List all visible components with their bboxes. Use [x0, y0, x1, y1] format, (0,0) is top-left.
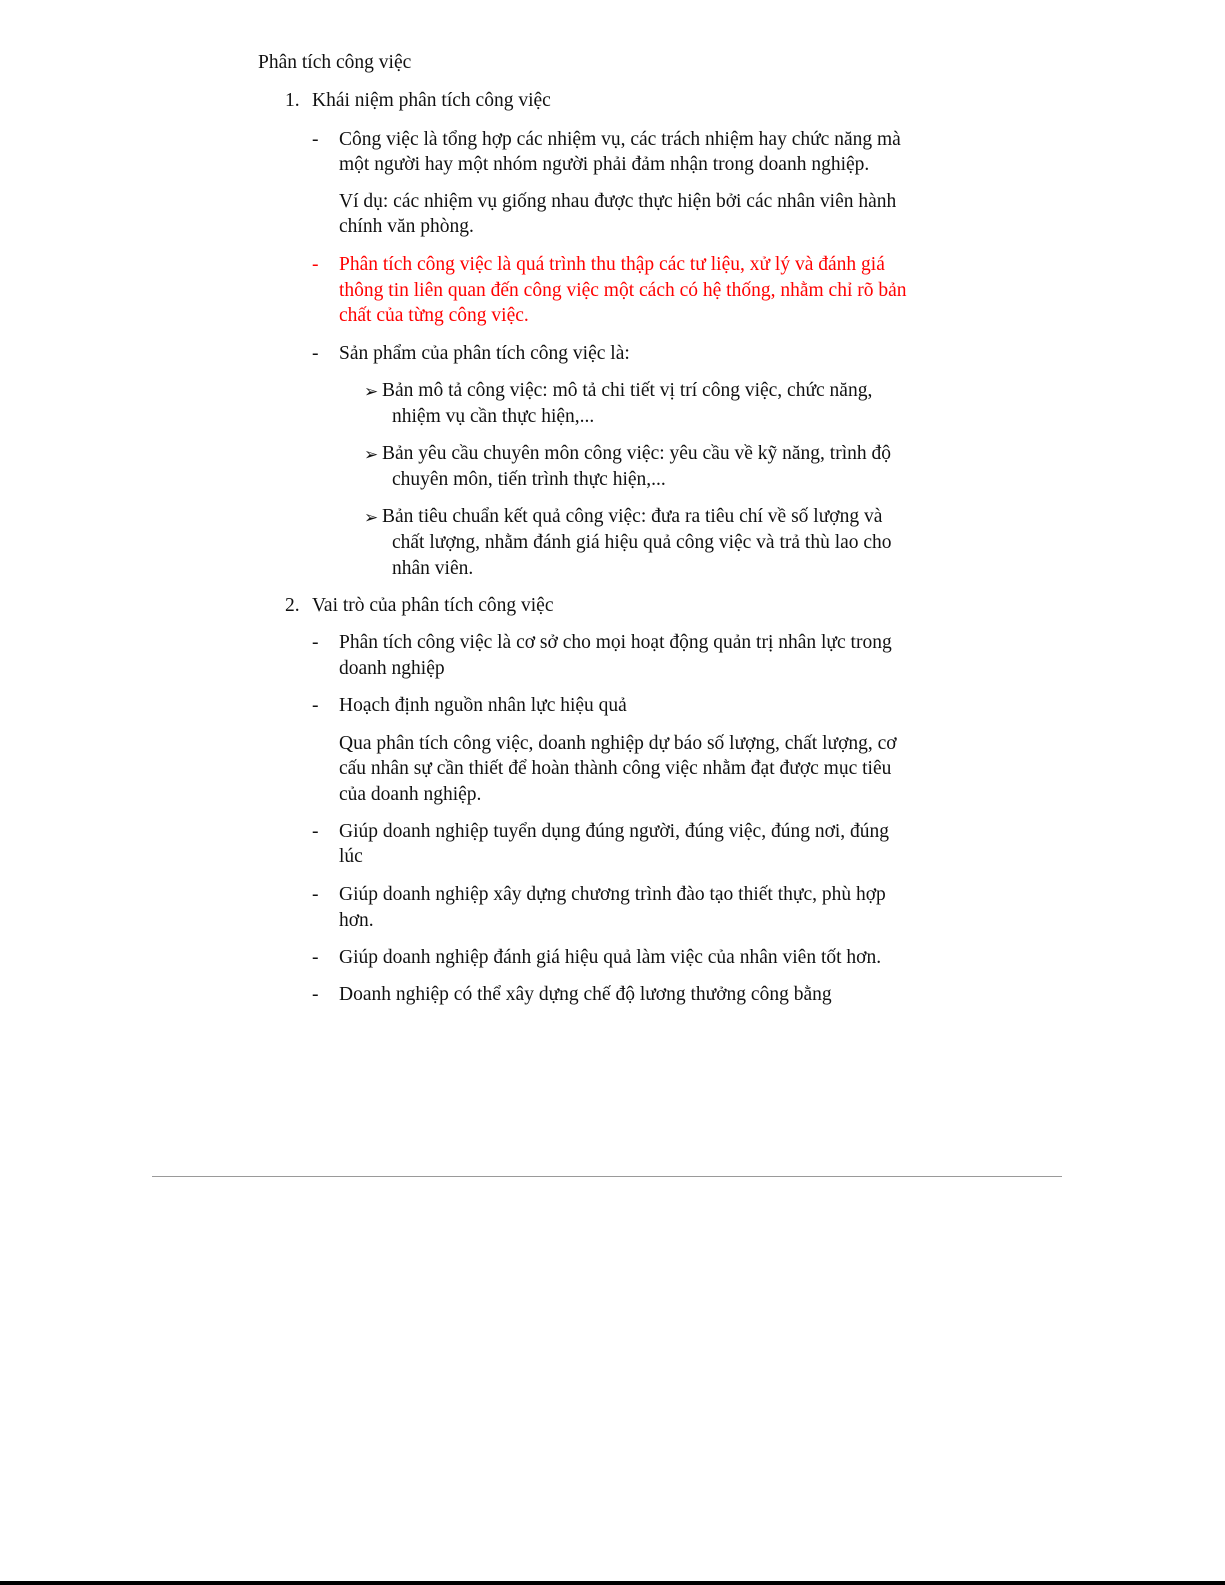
- paragraph-line: Giúp doanh nghiệp xây dựng chương trình đào tạo thiết thực, phù hợp: [339, 884, 886, 905]
- section-heading: Vai trò của phân tích công việc: [312, 595, 554, 616]
- page-divider: [152, 1176, 1062, 1177]
- paragraph-line: Qua phân tích công việc, doanh nghiệp dự báo số lượng, chất lượng, cơ: [339, 733, 897, 754]
- arrow-bullet-icon: ➢: [364, 508, 379, 528]
- section-number: 1.: [285, 90, 300, 111]
- bullet-dash: -: [312, 947, 319, 968]
- sub-item-line: chuyên môn, tiến trình thực hiện,...: [392, 469, 666, 490]
- bullet-dash: -: [312, 821, 319, 842]
- page-bottom-border: [0, 1581, 1225, 1585]
- section-number: 2.: [285, 595, 300, 616]
- paragraph-line: Hoạch định nguồn nhân lực hiệu quả: [339, 695, 627, 716]
- sub-item-line: nhiệm vụ cần thực hiện,...: [392, 406, 595, 427]
- highlighted-definition-line: Phân tích công việc là quá trình thu thập các tư liệu, xử lý và đánh giá: [339, 254, 885, 275]
- example-line: Ví dụ: các nhiệm vụ giống nhau được thực hiện bởi các nhân viên hành: [339, 191, 897, 212]
- sub-item-line: chất lượng, nhằm đánh giá hiệu quả công việc và trả thù lao cho: [392, 532, 892, 553]
- bullet-dash: -: [312, 632, 319, 653]
- example-line: chính văn phòng.: [339, 216, 474, 237]
- document-title: Phân tích công việc: [258, 52, 412, 73]
- sub-item-line: Bản yêu cầu chuyên môn công việc: yêu cầu về kỹ năng, trình độ: [382, 443, 892, 464]
- highlighted-definition-line: chất của từng công việc.: [339, 305, 529, 326]
- paragraph-line: doanh nghiệp: [339, 658, 445, 679]
- paragraph-line: Giúp doanh nghiệp đánh giá hiệu quả làm việc của nhân viên tốt hơn.: [339, 947, 882, 968]
- paragraph-line: Giúp doanh nghiệp tuyển dụng đúng người, đúng việc, đúng nơi, đúng: [339, 821, 890, 842]
- arrow-bullet-icon: ➢: [364, 382, 379, 402]
- bullet-dash: -: [312, 984, 319, 1005]
- highlighted-definition-line: thông tin liên quan đến công việc một cách có hệ thống, nhằm chỉ rõ bản: [339, 280, 907, 301]
- bullet-dash: -: [312, 343, 319, 364]
- paragraph-line: của doanh nghiệp.: [339, 784, 482, 805]
- sub-item-line: Bản mô tả công việc: mô tả chi tiết vị trí công việc, chức năng,: [382, 380, 873, 401]
- sub-item-line: Bản tiêu chuẩn kết quả công việc: đưa ra tiêu chí về số lượng và: [382, 506, 883, 527]
- arrow-bullet-icon: ➢: [364, 445, 379, 465]
- paragraph-line: hơn.: [339, 910, 374, 931]
- paragraph-line: cấu nhân sự cần thiết để hoàn thành công việc nhằm đạt được mục tiêu: [339, 758, 892, 779]
- sub-item-line: nhân viên.: [392, 558, 474, 579]
- section-heading: Khái niệm phân tích công việc: [312, 90, 551, 111]
- bullet-dash: -: [312, 884, 319, 905]
- paragraph-line: Công việc là tổng hợp các nhiệm vụ, các trách nhiệm hay chức năng mà: [339, 129, 901, 150]
- bullet-dash: -: [312, 129, 319, 150]
- paragraph-line: lúc: [339, 846, 363, 867]
- bullet-dash: -: [312, 695, 319, 716]
- paragraph-line: Doanh nghiệp có thể xây dựng chế độ lương thưởng công bằng: [339, 984, 832, 1005]
- paragraph-line: một người hay một nhóm người phải đảm nhận trong doanh nghiệp.: [339, 154, 870, 175]
- paragraph-line: Phân tích công việc là cơ sở cho mọi hoạt động quản trị nhân lực trong: [339, 632, 892, 653]
- bullet-dash: -: [312, 254, 319, 275]
- paragraph-line: Sản phẩm của phân tích công việc là:: [339, 343, 630, 364]
